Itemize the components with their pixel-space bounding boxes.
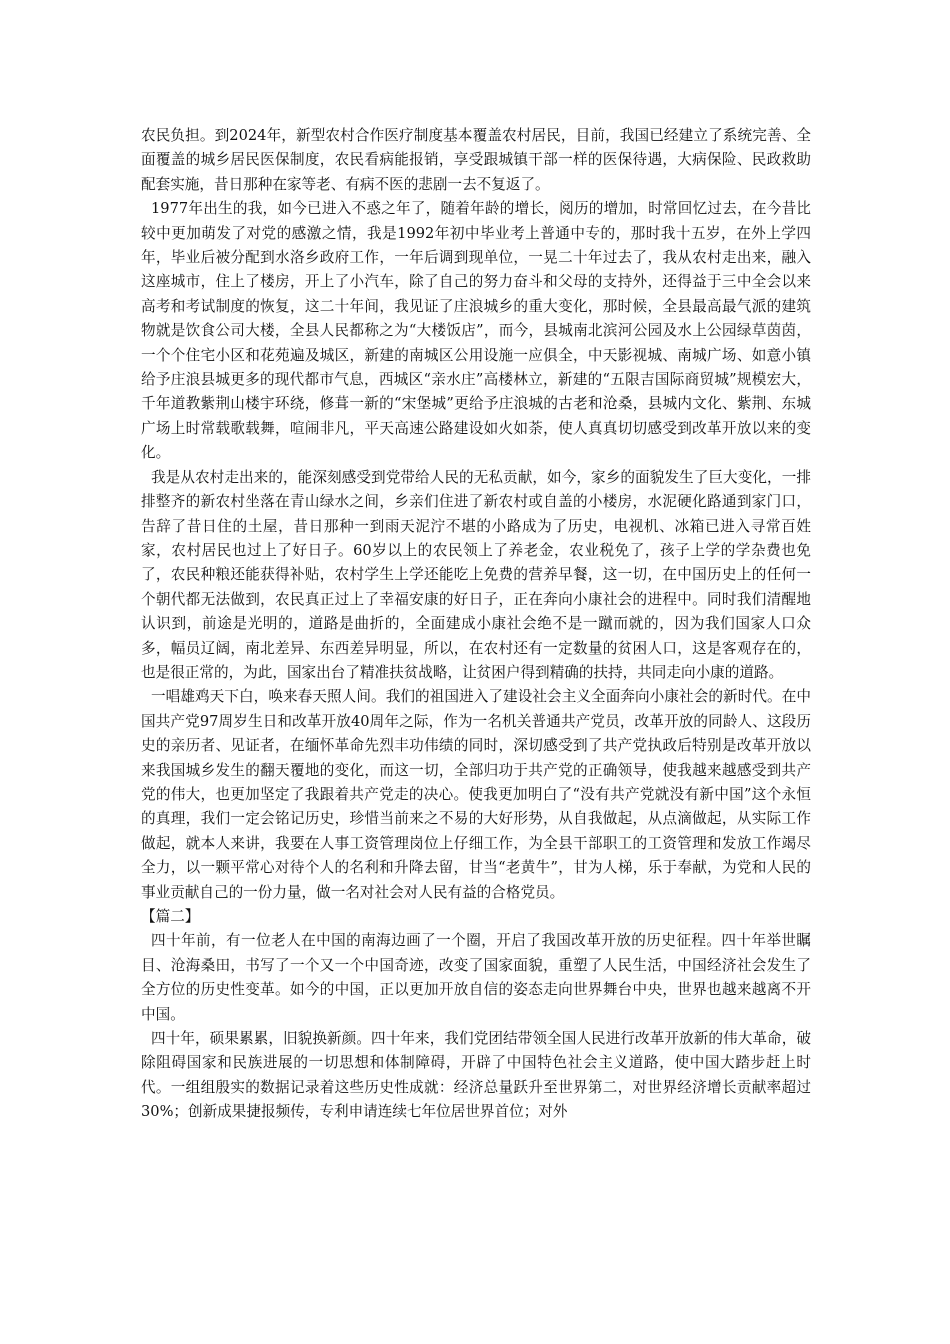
- section-heading: 【篇二】: [141, 908, 200, 925]
- paragraph-2: 1977年出生的我，如今已进入不惑之年了，随着年龄的增长，阅历的增加，时常回忆过去，在今昔比较中更加萌发了对党的感激之情，我是1992年初中毕业考上普通中专的，那时我十五岁，在外上学四年，毕业后被分配到水洛乡政府工作，一年后调到现单位，一晃二十年过去了，我从农村走出来，融入这座城市，住上了楼房，开上了小汽车，除了自己的努力奋斗和父母的支持外，还得益于三中全会以来高考和考试制度的恢复，这二十年间，我见证了庄浪城乡的重大变化，那时候，全县最高最气派的建筑物就是饮食公司大楼，全县人民都称之为“大楼饭店”，而今，县城南北滨河公园及水上公园绿草茵茵，一个个住宅小区和花苑遍及城区，新建的南城区公用设施一应俱全，中天影视城、南城广场、如意小镇给予庄浪县城更多的现代都市气息，西城区“亲水庄”高楼林立，新建的“五限吉国际商贸城”规模宏大，千年道教紫荆山楼宇环绕，修葺一新的“宋堡城”更给予庄浪城的古老和沧桑，县城内文化、紫荆、东城广场上时常载歌载舞，喧闹非凡，平天高速公路建设如火如荼，使人真真切切感受到改革开放以来的变化。: [141, 200, 811, 462]
- paragraph-1: 农民负担。到2024年，新型农村合作医疗制度基本覆盖农村居民，目前，我国已经建立了系统完善、全面覆盖的城乡居民医保制度，农民看病能报销，享受跟城镇干部一样的医保待遇，大病保险、民政救助配套实施，昔日那种在家等老、有病不医的悲剧一去不复返了。: [141, 127, 811, 193]
- section-paragraph-1: 四十年前，有一位老人在中国的南海边画了一个圈，开启了我国改革开放的历史征程。四十年举世瞩目、沧海桑田，书写了一个又一个中国奇迹，改变了国家面貌，重塑了人民生活，中国经济社会发生了全方位的历史性变革。如今的中国，正以更加开放自信的姿态走向世界舞台中央，世界也越来越离不开中国。: [141, 932, 811, 1023]
- section-paragraph-2: 四十年，硕果累累，旧貌换新颜。四十年来，我们党团结带领全国人民进行改革开放新的伟大革命，破除阻碍国家和民族进展的一切思想和体制障碍，开辟了中国特色社会主义道路，使中国大踏步赶上时代。一组组殷实的数据记录着这些历史性成就：经济总量跃升至世界第二，对世界经济增长贡献率超过30%；创新成果捷报频传，专利申请连续七年位居世界首位；对外: [141, 1030, 811, 1121]
- paragraph-4: 一唱雄鸡天下白，唤来春天照人间。我们的祖国进入了建设社会主义全面奔向小康社会的新时代。在中国共产党97周岁生日和改革开放40周年之际，作为一名机关普通共产党员，改革开放的同龄人、这段历史的亲历者、见证者，在缅怀革命先烈丰功伟绩的同时，深切感受到了共产党执政后特别是改革开放以来我国城乡发生的翻天覆地的变化，而这一切，全部归功于共产党的正确领导，使我越来越感受到共产党的伟大，也更加坚定了我跟着共产党走的决心。使我更加明白了“没有共产党就没有新中国”这个永恒的真理，我们一定会铭记历史，珍惜当前来之不易的大好形势，从自我做起，从点滴做起，从实际工作做起，就本人来讲，我要在人事工资管理岗位上仔细工作，为全县干部职工的工资管理和发放工作竭尽全力，以一颗平常心对待个人的名利和升降去留，甘当“老黄牛”，甘为人梯，乐于奉献，为党和人民的事业贡献自己的一份力量，做一名对社会对人民有益的合格党员。: [141, 688, 811, 901]
- document-page: [141, 124, 811, 1125]
- paragraph-3: 我是从农村走出来的，能深刻感受到党带给人民的无私贡献，如今，家乡的面貌发生了巨大变化，一排排整齐的新农村坐落在青山绿水之间，乡亲们住进了新农村或自盖的小楼房，水泥硬化路通到家门口，告辞了昔日住的土屋，昔日那种一到雨天泥泞不堪的小路成为了历史，电视机、冰箱已进入寻常百姓家，农村居民也过上了好日子。60岁以上的农民领上了养老金，农业税免了，孩子上学的学杂费也免了，农民种粮还能获得补贴，农村学生上学还能吃上免费的营养早餐，这一切，在中国历史上的任何一个朝代都无法做到，农民真正过上了幸福安康的好日子，正在奔向小康社会的进程中。同时我们清醒地认识到，前途是光明的，道路是曲折的，全面建成小康社会绝不是一蹴而就的，因为我们国家人口众多，幅员辽阔，南北差异、东西差异明显，所以，在农村还有一定数量的贫困人口，这是客观存在的，也是很正常的，为此，国家出台了精准扶贫战略，让贫困户得到精确的扶持，共同走向小康的道路。: [141, 468, 811, 681]
